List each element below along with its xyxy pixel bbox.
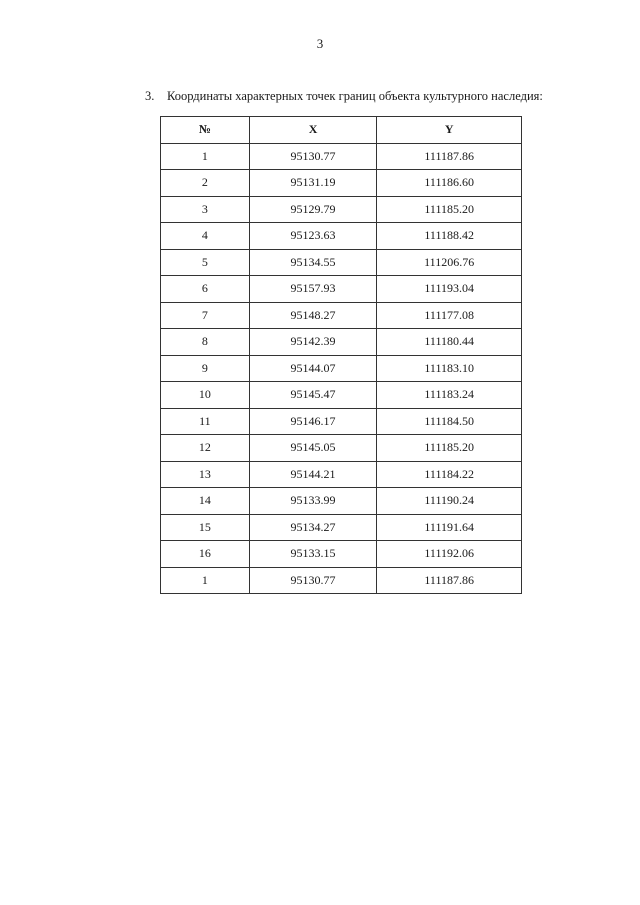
- table-row: [161, 541, 522, 568]
- point-number-cell: 7: [161, 302, 250, 329]
- point-number-cell: 11: [161, 408, 250, 435]
- x-coordinate-cell: 95134.55: [249, 249, 377, 276]
- x-coordinate-cell: 95144.21: [249, 461, 377, 488]
- header-number: №: [161, 117, 250, 144]
- point-number-cell: 13: [161, 461, 250, 488]
- point-number-cell: 1: [161, 143, 250, 170]
- table-row: [161, 382, 522, 409]
- x-coordinate-cell: 95131.19: [249, 170, 377, 197]
- point-number-cell: 14: [161, 488, 250, 515]
- point-number-cell: 5: [161, 249, 250, 276]
- table-row: [161, 143, 522, 170]
- table-body: [161, 143, 522, 594]
- y-coordinate-cell: 111185.20: [377, 196, 522, 223]
- x-coordinate-cell: 95129.79: [249, 196, 377, 223]
- point-number-cell: 15: [161, 514, 250, 541]
- y-coordinate-cell: 111206.76: [377, 249, 522, 276]
- y-coordinate-cell: 111177.08: [377, 302, 522, 329]
- header-x: X: [249, 117, 377, 144]
- section-number: 3.: [145, 89, 155, 103]
- table-header-row: [161, 117, 522, 144]
- page-number: 3: [316, 36, 324, 51]
- y-coordinate-cell: 111193.04: [377, 276, 522, 303]
- x-coordinate-cell: 95146.17: [249, 408, 377, 435]
- point-number-cell: 8: [161, 329, 250, 356]
- point-number-cell: 12: [161, 435, 250, 462]
- x-coordinate-cell: 95148.27: [249, 302, 377, 329]
- y-coordinate-cell: 111191.64: [377, 514, 522, 541]
- y-coordinate-cell: 111188.42: [377, 223, 522, 250]
- point-number-cell: 10: [161, 382, 250, 409]
- x-coordinate-cell: 95145.05: [249, 435, 377, 462]
- table-row: [161, 408, 522, 435]
- table-row: [161, 461, 522, 488]
- x-coordinate-cell: 95123.63: [249, 223, 377, 250]
- header-y: Y: [377, 117, 522, 144]
- coordinates-table: [160, 116, 522, 594]
- point-number-cell: 16: [161, 541, 250, 568]
- table-row: [161, 170, 522, 197]
- table-row: [161, 196, 522, 223]
- y-coordinate-cell: 111184.22: [377, 461, 522, 488]
- y-coordinate-cell: 111192.06: [377, 541, 522, 568]
- x-coordinate-cell: 95145.47: [249, 382, 377, 409]
- point-number-cell: 3: [161, 196, 250, 223]
- table-row: [161, 567, 522, 594]
- table-row: [161, 514, 522, 541]
- x-coordinate-cell: 95144.07: [249, 355, 377, 382]
- y-coordinate-cell: 111183.10: [377, 355, 522, 382]
- x-coordinate-cell: 95133.15: [249, 541, 377, 568]
- point-number-cell: 9: [161, 355, 250, 382]
- section-heading: [145, 89, 543, 104]
- point-number-cell: 6: [161, 276, 250, 303]
- point-number-cell: 1: [161, 567, 250, 594]
- y-coordinate-cell: 111190.24: [377, 488, 522, 515]
- table-row: [161, 488, 522, 515]
- table-row: [161, 355, 522, 382]
- y-coordinate-cell: 111183.24: [377, 382, 522, 409]
- y-coordinate-cell: 111187.86: [377, 143, 522, 170]
- y-coordinate-cell: 111185.20: [377, 435, 522, 462]
- y-coordinate-cell: 111187.86: [377, 567, 522, 594]
- table-row: [161, 223, 522, 250]
- x-coordinate-cell: 95130.77: [249, 143, 377, 170]
- point-number-cell: 2: [161, 170, 250, 197]
- table-row: [161, 276, 522, 303]
- table-row: [161, 249, 522, 276]
- x-coordinate-cell: 95130.77: [249, 567, 377, 594]
- x-coordinate-cell: 95133.99: [249, 488, 377, 515]
- y-coordinate-cell: 111186.60: [377, 170, 522, 197]
- table-row: [161, 302, 522, 329]
- table-row: [161, 329, 522, 356]
- x-coordinate-cell: 95142.39: [249, 329, 377, 356]
- x-coordinate-cell: 95134.27: [249, 514, 377, 541]
- y-coordinate-cell: 111184.50: [377, 408, 522, 435]
- section-title: Координаты характерных точек границ объекта культурного наследия:: [167, 89, 543, 103]
- point-number-cell: 4: [161, 223, 250, 250]
- table-row: [161, 435, 522, 462]
- y-coordinate-cell: 111180.44: [377, 329, 522, 356]
- x-coordinate-cell: 95157.93: [249, 276, 377, 303]
